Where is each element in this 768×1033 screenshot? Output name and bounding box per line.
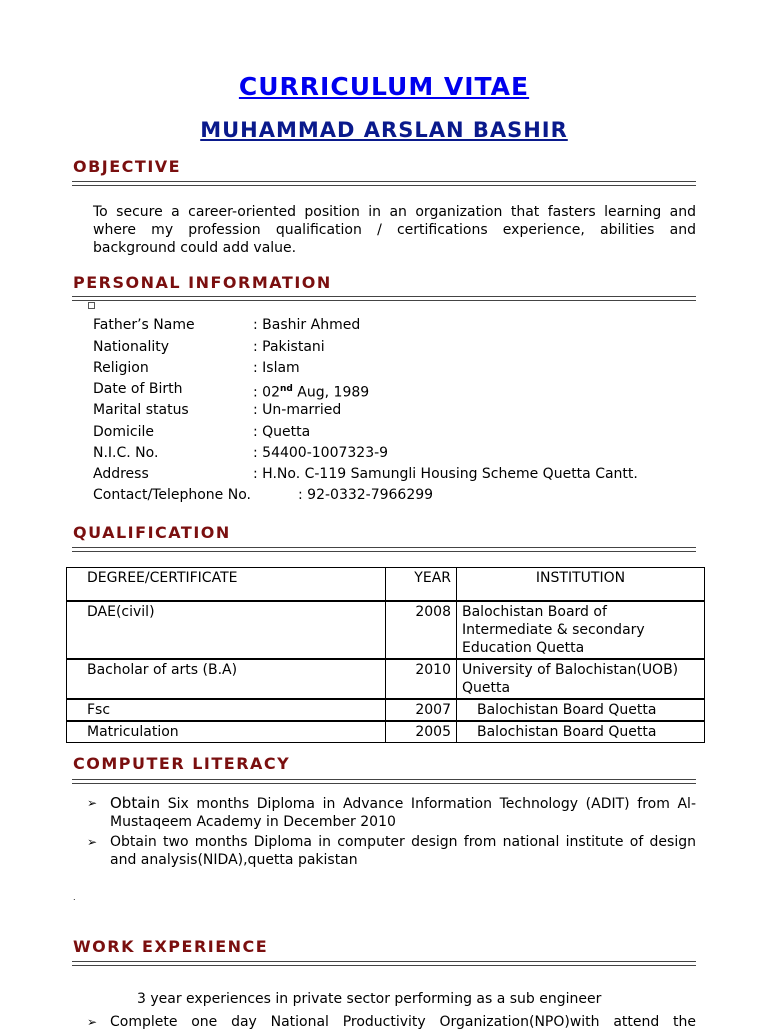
item-lead: Obtain [110, 794, 161, 812]
item-text: Complete one day National Productivity Organization(NPO)with attend the [110, 1014, 696, 1030]
info-label: Address [93, 466, 149, 482]
dob-prefix: : 02 [253, 384, 280, 401]
stray-dot: . [73, 893, 76, 902]
candidate-name: MUHAMMAD ARSLAN BASHIR [200, 118, 568, 142]
institution-cell: Balochistan Board of Intermediate & secondary Education Quetta [457, 601, 705, 659]
section-divider [72, 181, 696, 186]
info-value: : 54400-1007323-9 [253, 445, 389, 461]
year-cell: 2008 [386, 601, 457, 659]
table-header-row [67, 568, 705, 602]
degree-cell: Fsc [67, 699, 386, 721]
year-cell: 2005 [386, 721, 457, 743]
info-value: : H.No. C-119 Samungli Housing Scheme Quetta Cantt. [253, 466, 638, 482]
info-label: N.I.C. No. [93, 445, 159, 461]
square-bullet-icon [88, 302, 95, 309]
institution-cell: University of Balochistan(UOB) Quetta [457, 659, 705, 699]
column-header: YEAR [386, 568, 457, 602]
work-experience-heading: WORK EXPERIENCE [73, 937, 269, 956]
section-divider [72, 961, 696, 966]
dob-ordinal: nd [279, 384, 293, 394]
list-item [85, 794, 696, 831]
info-label: Contact/Telephone No. [93, 487, 251, 503]
table-row [67, 699, 705, 721]
arrow-bullet-icon: ➢ [87, 835, 98, 849]
info-label: Marital status [93, 402, 189, 418]
degree-cell: Matriculation [67, 721, 386, 743]
arrow-bullet-icon: ➢ [87, 1015, 98, 1029]
section-divider [72, 547, 696, 552]
computer-literacy-list [85, 794, 696, 871]
objective-heading: OBJECTIVE [73, 157, 182, 176]
info-value: : 92-0332-7966299 [298, 487, 434, 503]
info-label: Nationality [93, 339, 170, 355]
info-value: : Bashir Ahmed [253, 317, 361, 333]
dob-suffix: Aug, 1989 [292, 384, 370, 401]
info-label: Date of Birth [93, 381, 183, 397]
work-summary: 3 year experiences in private sector performing as a sub engineer [137, 991, 602, 1007]
list-item [85, 833, 696, 869]
table-row [67, 659, 705, 699]
list-item [85, 1013, 696, 1031]
computer-literacy-heading: COMPUTER LITERACY [73, 754, 291, 773]
info-value: : Pakistani [253, 339, 325, 355]
qualification-heading: QUALIFICATION [73, 523, 231, 542]
cv-title: CURRICULUM VITAE [238, 72, 530, 101]
table-row [67, 601, 705, 659]
personal-info-heading: PERSONAL INFORMATION [73, 273, 332, 292]
section-divider [72, 296, 696, 301]
year-cell: 2007 [386, 699, 457, 721]
arrow-bullet-icon: ➢ [87, 796, 98, 810]
info-value: : Un-married [253, 402, 342, 418]
column-header: INSTITUTION [457, 568, 705, 602]
year-cell: 2010 [386, 659, 457, 699]
info-value: : Islam [253, 360, 300, 376]
table-row [67, 721, 705, 743]
institution-cell: Balochistan Board Quetta [457, 721, 705, 743]
institution-cell: Balochistan Board Quetta [457, 699, 705, 721]
info-value: : Quetta [253, 424, 311, 440]
objective-text: To secure a career-oriented position in an organization that fasters learning and where my profession qualification / certifications experience, abilities and background could add value. [93, 204, 696, 256]
qualification-table [66, 567, 705, 743]
degree-cell: DAE(civil) [67, 601, 386, 659]
degree-cell: Bacholar of arts (B.A) [67, 659, 386, 699]
column-header: DEGREE/CERTIFICATE [67, 568, 386, 602]
info-label: Domicile [93, 424, 154, 440]
item-text: Obtain two months Diploma in computer design from national institute of design and analysis(NIDA),quetta pakistan [110, 834, 696, 868]
info-label: Religion [93, 360, 149, 376]
item-text: Six months Diploma in Advance Information Technology (ADIT) from Al-Mustaqeem Academy in December 2010 [110, 796, 696, 830]
info-label: Father’s Name [93, 317, 195, 333]
section-divider [72, 779, 696, 784]
work-list [85, 1013, 696, 1033]
